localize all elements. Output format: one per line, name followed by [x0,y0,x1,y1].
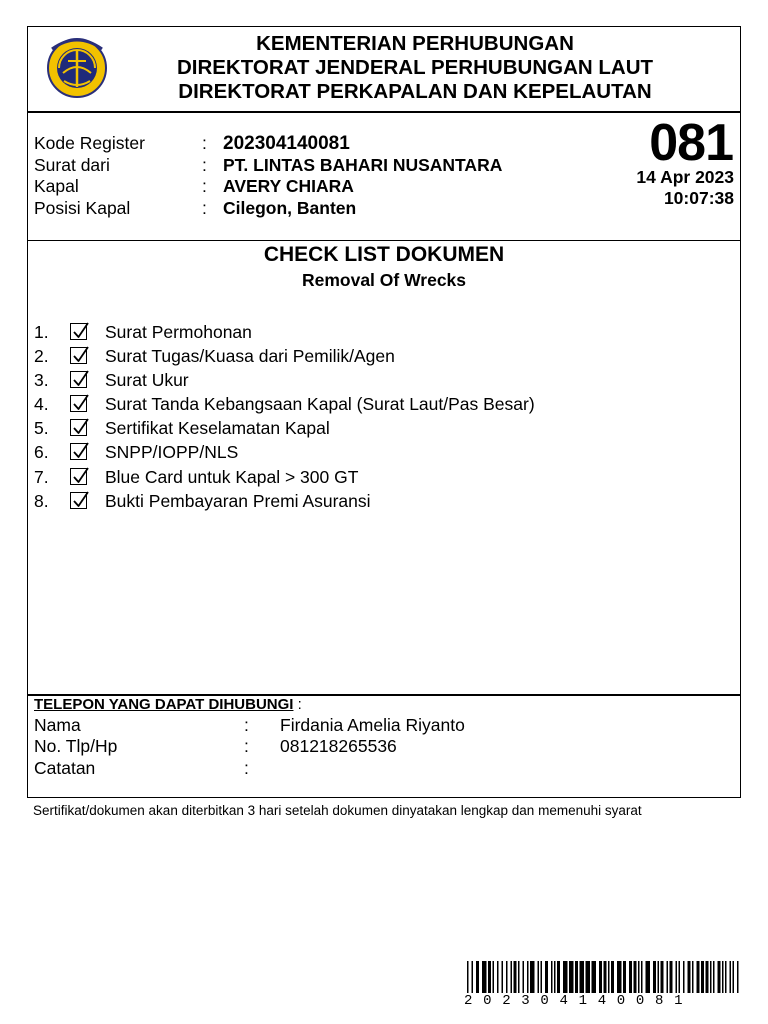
contact-row-notes: Catatan : [34,757,249,778]
barcode-bar [641,961,643,993]
item-number: 3. [34,370,49,391]
barcode-bar [701,961,704,993]
item-number: 7. [34,466,49,487]
item-text: Surat Tugas/Kuasa dari Pemilik/Agen [105,346,395,367]
barcode-bar [688,961,691,993]
barcode-bar [683,961,685,993]
barcode-bar [563,961,568,993]
contact-row-name: Nama : Firdania Amelia Riyanto [34,715,465,735]
checkmark-icon [72,393,91,412]
item-number: 1. [34,322,49,342]
checkmark-icon [72,369,91,388]
contact-row-phone: No. Tlp/Hp : 081218265536 [34,736,397,757]
checkmark-icon [72,466,91,485]
barcode-bar [733,961,735,993]
divider [28,240,740,241]
checkbox[interactable] [70,419,87,436]
barcode-bar [592,961,597,993]
info-label: Posisi Kapal [34,197,131,218]
checklist-title-block [28,242,740,292]
date: 14 Apr 2023 [636,167,734,187]
barcode-bar [482,961,487,993]
item-number: 2. [34,346,49,367]
barcode-bar [692,961,694,993]
barcode-bar [497,961,499,993]
contact-heading: TELEPON YANG DAPAT DIHUBUNGI : [34,696,302,713]
barcode-bar [580,961,585,993]
document-frame: KEMENTERIAN PERHUBUNGAN DIREKTORAT JENDERAL PERHUBUNGAN LAUT DIREKTORAT PERKAPALAN DAN KEPELAUTAN Kode Register : 202304140081 Surat dari : PT. LINTAS BAHARI NUSANTARA Kapal : AVERY CHIARA Posisi Kapal : Cilegon, Banten 081 14 Apr 2023 10:07:38 CHECK LIST DOKUMEN Removal Of Wrecks 1. Surat Permohonan 2. Surat Tugas/Kuasa dari Pemilik/Agen 3. Surat Ukur 4. Surat Tanda Kebangsaan Kapal (Surat Laut/Pas Besar) 5. Sertifikat Keselamatan Kapal 6. SNPP/IOPP/NLS 7. Blue Card untuk Kapal > 300 GT 8. Bukti Pembayaran Premi Asuransi TELEPON YANG DAPAT DIHUBUNGI : Nama : Firdania Amelia Riyanto No. Tlp/Hp : 081218265536 Catatan : [27,26,741,798]
barcode-bar [667,961,669,993]
barcode-bar [713,961,715,993]
ministry-header [81,32,749,104]
checklist-title: CHECK LIST DOKUMEN [263,243,505,266]
checkmark-icon [72,345,91,364]
item-number: 4. [34,394,49,415]
barcode-bar [541,961,543,993]
checkmark-icon [72,417,91,436]
checkmark-icon [72,441,91,460]
barcode-bar [502,961,504,993]
footnote: Sertifikat/dokumen akan diterbitkan 3 hari setelah dokumen dinyatakan lengkap dan memenuhi syarat [33,803,642,818]
info-label: Kode Register [34,133,145,153]
barcode-bar [725,961,727,993]
barcode-bar [538,961,540,993]
checkbox[interactable] [70,395,87,412]
barcode-bar [670,961,673,993]
contact-info [34,715,734,779]
barcode-bar [718,961,721,993]
barcode [467,961,740,993]
item-text: Surat Tanda Kebangsaan Kapal (Surat Laut/Pas Besar) [105,394,535,415]
barcode-bar [467,961,469,993]
info-label: Kapal [34,176,79,196]
divider [28,111,740,113]
item-text: SNPP/IOPP/NLS [105,442,239,463]
item-text: Blue Card untuk Kapal > 300 GT [105,466,359,487]
item-text: Sertifikat Keselamatan Kapal [105,418,330,439]
barcode-bar [575,961,578,993]
contact-name: Firdania Amelia Riyanto [280,715,465,735]
checkbox[interactable] [70,443,87,460]
checkbox[interactable] [70,468,87,485]
info-label: Surat dari [34,154,110,175]
barcode-bar [722,961,724,993]
item-text: Bukti Pembayaran Premi Asuransi [105,490,371,511]
barcode-bar [557,961,560,993]
barcode-bar [518,961,520,993]
barcode-bar [697,961,700,993]
barcode-bar [676,961,678,993]
barcode-bar [523,961,525,993]
barcode-bar [551,961,553,993]
ship-value: AVERY CHIARA [223,176,354,196]
queue-number: 081 [649,114,733,172]
barcode-bar [646,961,651,993]
barcode-bar [661,961,664,993]
barcode-bar [608,961,610,993]
item-text: Surat Ukur [105,370,189,391]
barcode-bar [599,961,602,993]
item-number: 8. [34,490,49,511]
checkbox[interactable] [70,371,87,388]
barcode-bar [706,961,709,993]
barcode-bar [554,961,556,993]
barcode-bar [514,961,517,993]
barcode-bar [569,961,574,993]
barcode-bar [604,961,607,993]
checkbox[interactable] [70,347,87,364]
barcode-bar [493,961,495,993]
item-number: 6. [34,442,49,463]
barcode-digits: 202304140081 [464,993,694,1009]
item-text: Surat Permohonan [105,322,252,342]
header-line-3: DIREKTORAT PERKAPALAN DAN KEPELAUTAN [178,80,652,103]
position-value: Cilegon, Banten [223,197,357,218]
barcode-bar [472,961,474,993]
barcode-bar [634,961,637,993]
barcode-bar [658,961,660,993]
item-number: 5. [34,418,49,439]
barcode-bar [506,961,508,993]
barcode-bar [527,961,529,993]
barcode-bar [638,961,640,993]
checkmark-icon [72,321,91,340]
register-code: 202304140081 [223,133,350,154]
barcode-bar [488,961,491,993]
barcode-bar [611,961,614,993]
barcode-bar [476,961,479,993]
header-line-1: KEMENTERIAN PERHUBUNGAN [256,32,574,55]
barcode-bar [586,961,591,993]
barcode-bar [629,961,632,993]
barcode-bar [545,961,548,993]
checkmark-icon [72,490,91,509]
contact-phone: 081218265536 [280,736,397,757]
checklist-subtitle: Removal Of Wrecks [301,270,467,290]
checkbox[interactable] [70,323,87,340]
barcode-bar [653,961,656,993]
sender-value: PT. LINTAS BAHARI NUSANTARA [223,154,503,175]
checkbox[interactable] [70,492,87,509]
barcode-bar [730,961,732,993]
barcode-bar [530,961,535,993]
barcode-bar [710,961,712,993]
date-time [636,167,734,209]
barcode-bar [737,961,739,993]
barcode-bar [511,961,513,993]
header-line-2: DIREKTORAT JENDERAL PERHUBUNGAN LAUT [176,56,654,79]
barcode-bar [617,961,622,993]
barcode-bar [679,961,681,993]
barcode-bar [623,961,626,993]
time: 10:07:38 [663,188,734,208]
